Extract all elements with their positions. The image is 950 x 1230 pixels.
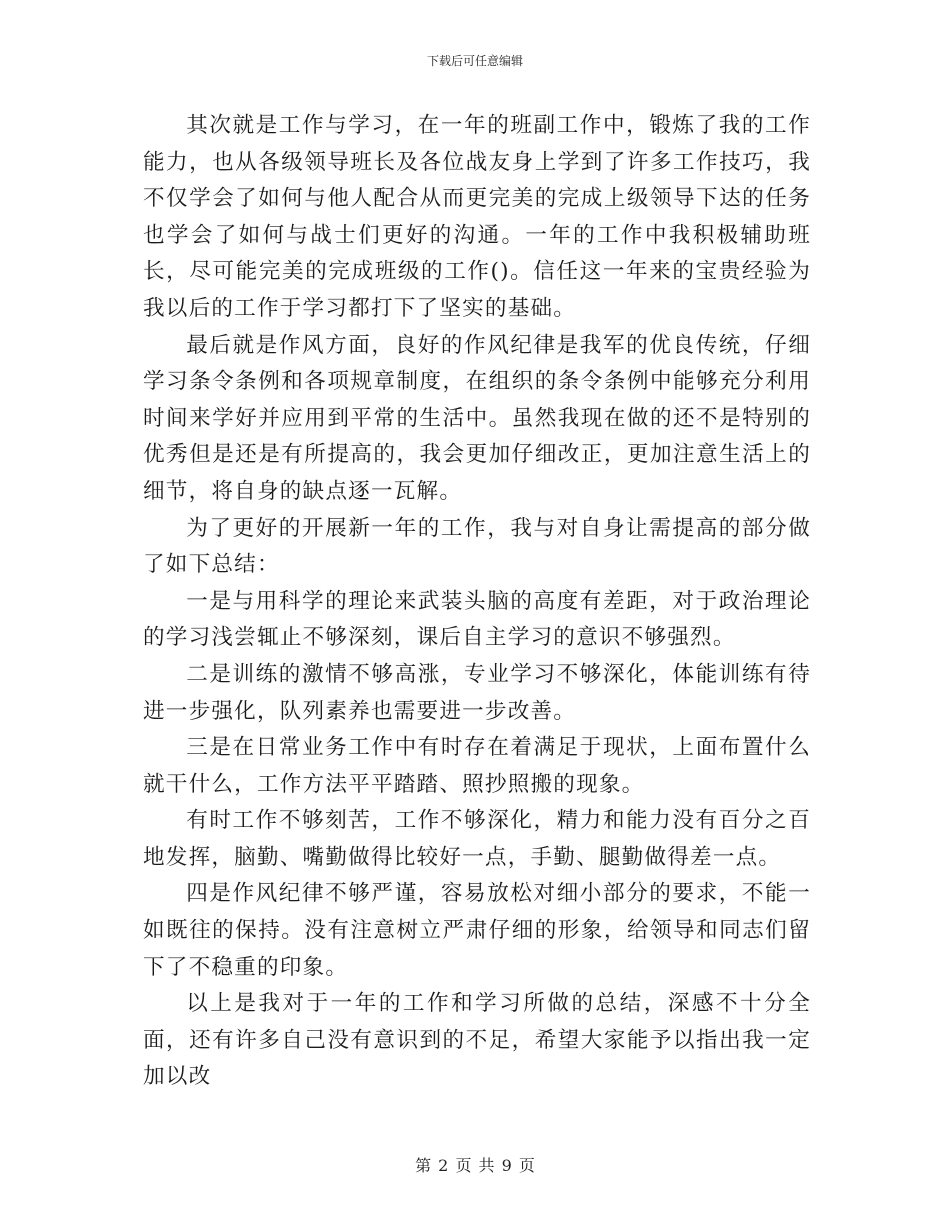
page-header-note: 下载后可任意编辑 bbox=[426, 54, 523, 68]
paragraph-effort: 有时工作不够刻苦，工作不够深化，精力和能力没有百分之百地发挥，脑勤、嘴勤做得比较好一点，手勤、腿勤做得差一点。 bbox=[143, 808, 811, 870]
paragraph-conclusion: 以上是我对于一年的工作和学习所做的总结，深感不十分全面，还有许多自己没有意识到的不足，希望大家能予以指出我一定加以改 bbox=[143, 991, 811, 1090]
paragraph-discipline: 最后就是作风方面，良好的作风纪律是我军的优良传统，仔细学习条令条例和各项规章制度，在组织的条令条例中能够充分利用时间来学好并应用到平常的生活中。虽然我现在做的还不是特别的优秀但是还是有所提高的，我会更加仔细改正，更加注意生活上的细节，将自身的缺点逐一瓦解。 bbox=[143, 332, 811, 504]
document-body bbox=[143, 108, 811, 1096]
paragraph-point-three: 三是在日常业务工作中有时存在着满足于现状，上面布置什么就干什么，工作方法平平踏踏、照抄照搬的现象。 bbox=[143, 735, 811, 797]
paragraph-point-two: 二是训练的激情不够高涨，专业学习不够深化，体能训练有待进一步强化，队列素养也需要进一步改善。 bbox=[143, 661, 811, 724]
paragraph-point-four: 四是作风纪律不够严谨，容易放松对细小部分的要求，不能一如既往的保持。没有注意树立严肃仔细的形象，给领导和同志们留下了不稳重的印象。 bbox=[143, 881, 811, 980]
page-number-footer: 第 2 页 共 9 页 bbox=[415, 1156, 535, 1175]
paragraph-work-study: 其次就是工作与学习，在一年的班副工作中，锻炼了我的工作能力，也从各级领导班长及各位战友身上学到了许多工作技巧，我不仅学会了如何与他人配合从而更完美的完成上级领导下达的任务也学会了如何与战士们更好的沟通。一年的工作中我积极辅助班长，尽可能完美的完成班级的工作()。信任这一年来的宝贵经验为我以后的工作于学习都打下了坚实的基础。 bbox=[143, 113, 811, 321]
paragraph-summary-intro: 为了更好的开展新一年的工作，我与对自身让需提高的部分做了如下总结： bbox=[143, 515, 811, 578]
paragraph-point-one: 一是与用科学的理论来武装头脑的高度有差距，对于政治理论的学习浅尝辄止不够深刻，课后自主学习的意识不够强烈。 bbox=[143, 588, 811, 651]
